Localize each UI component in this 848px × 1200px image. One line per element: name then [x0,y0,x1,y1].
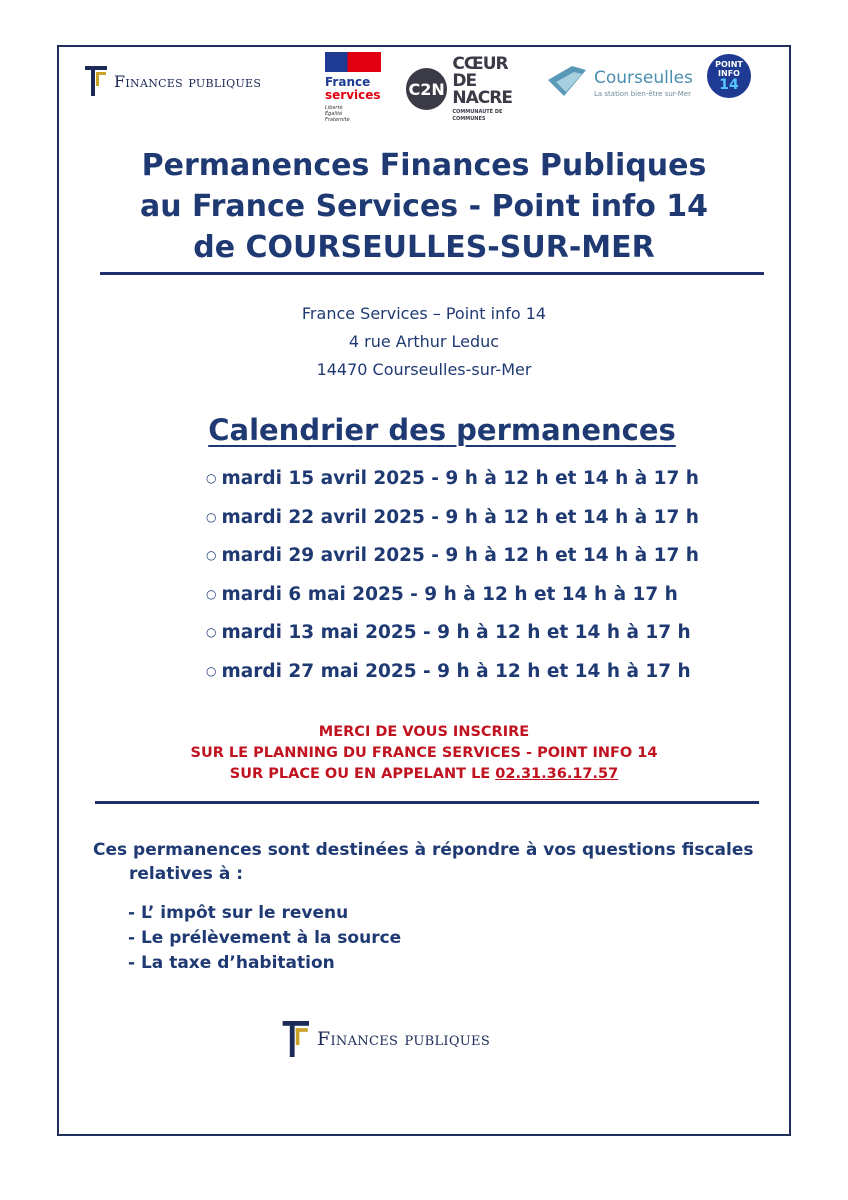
c2n-subtitle: COMMUNAUTÉ DE COMMUNES [452,108,503,122]
title-line-2: au France Services - Point info 14 [139,189,709,224]
calendar-date-text: mardi 22 avril 2025 - 9 h à 12 h et 14 h à 17 h [221,506,699,528]
circle-bullet-icon: ○ [206,663,217,678]
footer-finances-publiques-logo [279,1022,490,1056]
address-line-2: 4 rue Arthur Leduc [348,332,500,351]
france-services-line2: services [325,88,381,102]
intro-text [93,838,773,886]
coeur-de-nacre-logo [406,53,536,122]
calendar-date-item [206,613,699,652]
calendar-date-text: mardi 6 mai 2025 - 9 h à 12 h et 14 h à 17 h [221,583,678,605]
republic-motto: Liberté Égalité Fraternité [325,105,350,123]
notice-line-1: MERCI DE VOUS INSCRIRE [318,724,530,740]
france-services-logo [325,52,385,122]
title-line-3: de COURSEULLES-SUR-MER [193,230,655,265]
calendar-date-item [206,652,699,691]
address-block [0,300,848,384]
point-info-number: 14 [719,77,739,93]
calendar-title: Calendrier des permanences [208,413,676,447]
address-line-1: France Services – Point info 14 [301,304,547,323]
intro-line-1: Ces permanences sont destinées à répondre à vos questions fiscales [93,840,754,860]
title-divider [100,272,764,275]
topic-item: - La taxe d’habitation [128,953,335,973]
point-info-14-logo [707,54,767,124]
calendar-date-text: mardi 13 mai 2025 - 9 h à 12 h et 14 h à 17 h [221,622,691,643]
page-title [0,145,848,268]
circle-bullet-icon: ○ [206,625,217,639]
calendar-date-item [206,459,699,498]
notice-divider [95,801,759,804]
finances-publiques-logo [82,64,261,98]
calendar-date-item [206,536,699,575]
courseulles-name: Courseulles [594,68,693,88]
courseulles-tagline: La station bien-être sur-Mer [594,90,691,98]
calendar-date-list [206,459,699,690]
calendar-date-text: mardi 29 avril 2025 - 9 h à 12 h et 14 h à 17 h [221,545,699,566]
notice-line-3-prefix: SUR PLACE OU EN APPELANT LE [229,766,496,782]
circle-bullet-icon: ○ [206,509,217,524]
notice-line-3 [0,764,848,785]
topic-item: - Le prélèvement à la source [128,928,402,948]
topic-item: - L’ impôt sur le revenu [128,903,349,923]
calendar-date-item [206,498,699,537]
topic-list [128,901,401,976]
courseulles-logo [546,62,696,108]
finances-publiques-logo-text: Finances publiques [114,71,262,91]
courseulles-wing-icon [548,66,586,96]
circle-bullet-icon: ○ [206,471,217,485]
point-info-line2: INFO [718,69,740,78]
c2n-badge-icon: C2N [406,68,447,110]
address-line-3: 14470 Courseulles-sur-Mer [316,360,532,379]
finances-publiques-mark-icon [82,64,110,98]
logo-row [0,0,848,130]
title-line-1: Permanences Finances Publiques [141,148,707,183]
marianne-flag-icon [325,52,381,72]
phone-number-link[interactable]: 02.31.36.17.57 [495,766,619,782]
footer-finances-publiques-text: Finances publiques [317,1028,491,1050]
c2n-name: CŒUR DE NACRE [452,53,512,108]
france-services-line1: France [325,75,371,89]
calendar-date-text: mardi 15 avril 2025 - 9 h à 12 h et 14 h à 17 h [221,468,699,489]
intro-line-2: relatives à : [129,864,244,884]
point-info-bubble-icon [707,54,751,98]
notice-line-2: SUR LE PLANNING DU FRANCE SERVICES - POINT INFO 14 [190,745,658,761]
calendar-date-item [206,575,699,614]
circle-bullet-icon: ○ [206,548,217,562]
registration-notice [0,722,848,785]
point-info-line1: POINT [715,60,743,69]
circle-bullet-icon: ○ [206,586,217,601]
footer-finances-publiques-mark-icon [279,1019,313,1060]
calendar-date-text: mardi 27 mai 2025 - 9 h à 12 h et 14 h à 17 h [221,660,691,682]
